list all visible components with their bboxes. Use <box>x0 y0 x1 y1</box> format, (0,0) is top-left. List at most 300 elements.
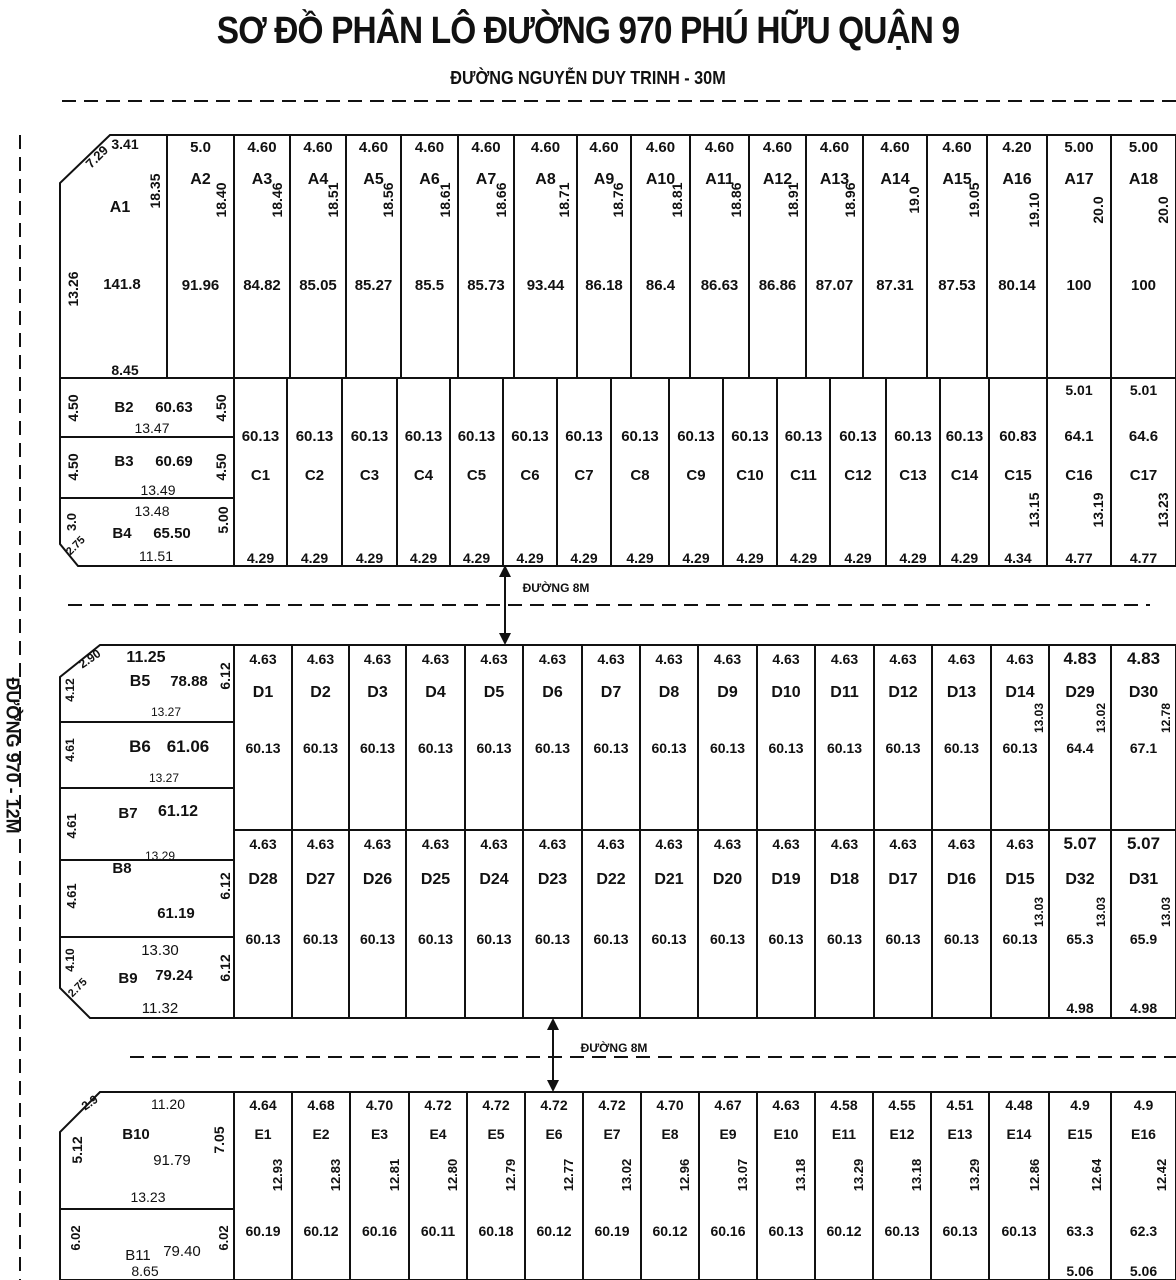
lot-width-label: 4.72 <box>540 1097 568 1113</box>
area-label: 100 <box>1066 277 1092 294</box>
area-label: 85.5 <box>414 277 445 294</box>
dimension-label: 6.12 <box>217 954 233 982</box>
lot-label: D17 <box>888 871 918 888</box>
area-label: 64.6 <box>1128 428 1159 445</box>
lot-label: C17 <box>1129 467 1158 484</box>
lot-depth-label: 12.81 <box>387 1158 402 1192</box>
lot-depth-label: 13.29 <box>967 1158 982 1192</box>
lot-width-label: 4.60 <box>880 139 910 156</box>
lot-label: D5 <box>483 684 505 701</box>
lot-label: D26 <box>362 871 393 888</box>
lot-width-label: 4.63 <box>480 836 508 852</box>
area-label: 60.13 <box>359 931 396 947</box>
area-label: 60.13 <box>245 740 281 756</box>
lot-width-label: 4.83 <box>1063 649 1097 668</box>
lot-width-label: 4.63 <box>713 836 742 852</box>
lot-depth-label: 18.40 <box>213 182 229 218</box>
lot-width-label: 4.29 <box>736 550 764 566</box>
lot-width-label: 4.63 <box>306 836 335 852</box>
lot-width-label: 4.29 <box>355 550 384 566</box>
lot-depth-label: 13.02 <box>1094 702 1108 734</box>
lot-width-label: 4.29 <box>899 550 927 566</box>
lot-width-label: 4.63 <box>655 836 683 852</box>
lot-width-label: 4.77 <box>1065 550 1093 566</box>
lot-depth-label: 20.0 <box>1155 196 1171 224</box>
lot-label: D27 <box>305 871 336 888</box>
area-label: 91.96 <box>181 277 220 294</box>
area-label: 87.31 <box>876 277 914 294</box>
lot-depth-label: 18.46 <box>269 182 285 218</box>
lot-width-label: 4.63 <box>889 651 917 667</box>
area-label: 60.12 <box>536 1223 572 1239</box>
lot-label: A8 <box>535 171 556 188</box>
lot-label: E13 <box>947 1126 973 1142</box>
lot-label: E3 <box>370 1126 389 1142</box>
area-label: 60.13 <box>534 740 571 756</box>
area-label: 61.19 <box>157 905 195 922</box>
lot-label: D11 <box>830 684 859 701</box>
lot-label: D22 <box>596 871 626 888</box>
lot-width-label: 4.60 <box>762 139 793 156</box>
lot-width-label: 5.07 <box>1126 834 1161 853</box>
dimension-label: 11.51 <box>139 548 173 564</box>
lot-width-label: 4.60 <box>645 139 676 156</box>
lot-label: E8 <box>661 1126 679 1142</box>
dimension-label: 6.02 <box>216 1225 231 1251</box>
lot-depth-label: 13.03 <box>1159 896 1173 928</box>
lot-label: D30 <box>1128 684 1159 701</box>
lot-width-label: 4.63 <box>363 651 392 667</box>
lot-label: E9 <box>719 1126 737 1142</box>
dimension-label: 8.45 <box>111 362 139 378</box>
area-label: 61.12 <box>157 803 199 820</box>
dimension-label: 4.50 <box>213 394 229 422</box>
dimension-label: 13.47 <box>134 420 170 436</box>
dimension-label: 13.26 <box>65 271 81 307</box>
lot-width-label: 5.06 <box>1129 1263 1158 1279</box>
lot-label: C8 <box>630 467 650 484</box>
area-label: 60.13 <box>885 931 921 947</box>
area-label: 60.13 <box>885 740 921 756</box>
lot-depth-label: 12.79 <box>503 1158 518 1192</box>
area-label: 60.13 <box>476 740 512 756</box>
dimension-label: 13.27 <box>148 771 180 785</box>
lot-label: A9 <box>593 171 615 188</box>
lot-depth-label: 13.07 <box>735 1158 750 1192</box>
lot-depth-label: 13.03 <box>1032 702 1046 734</box>
area-label: 60.13 <box>359 740 396 756</box>
lot-label: D16 <box>946 871 977 888</box>
lot-width-label: 4.29 <box>570 550 598 566</box>
lot-depth-label: 19.0 <box>906 186 922 214</box>
dimension-label: 18.35 <box>147 173 163 209</box>
lot-label: C10 <box>736 467 764 484</box>
lot-label: C15 <box>1004 467 1032 484</box>
lot-width-label: 4.55 <box>888 1097 916 1113</box>
area-label: 87.07 <box>815 277 854 294</box>
lot-label: A13 <box>819 171 850 188</box>
plan-title: SƠ ĐỒ PHÂN LÔ ĐƯỜNG 970 PHÚ HỮU QUẬN 9 <box>216 10 960 52</box>
lot-label: E12 <box>889 1126 915 1142</box>
area-label: 60.19 <box>245 1223 281 1239</box>
lot-label: D10 <box>771 684 801 701</box>
lot-depth-label: 13.03 <box>1094 896 1108 928</box>
plan-labels <box>63 136 1173 1279</box>
lot-label: C7 <box>574 467 594 484</box>
lot-width-label: 4.63 <box>772 836 800 852</box>
dimension-label: 2.75 <box>66 976 90 1000</box>
lot-label: A1 <box>109 199 131 216</box>
dimension-label: 4.50 <box>65 453 81 481</box>
dimension-label: 4.61 <box>64 813 79 839</box>
area-label: 63.3 <box>1066 1223 1094 1239</box>
lot-label: C6 <box>520 467 540 484</box>
lot-depth-label: 12.86 <box>1027 1158 1042 1192</box>
lot-label: A10 <box>645 171 676 188</box>
dimension-label: 13.48 <box>134 503 170 519</box>
lot-width-label: 4.77 <box>1129 550 1158 566</box>
area-label: 60.13 <box>302 740 339 756</box>
dimension-label: 11.20 <box>151 1096 185 1112</box>
lot-width-label: 5.01 <box>1065 382 1093 398</box>
lot-label: D3 <box>367 684 388 701</box>
lot-width-label: 4.60 <box>414 139 445 156</box>
lot-width-label: 5.06 <box>1066 1263 1094 1279</box>
area-label: 60.13 <box>709 740 746 756</box>
lot-label: B6 <box>129 737 151 756</box>
area-label: 60.13 <box>295 428 334 445</box>
lot-depth-label: 13.18 <box>793 1158 808 1192</box>
lot-width-label: 4.63 <box>1006 836 1034 852</box>
area-label: 60.13 <box>241 428 280 445</box>
area-label: 60.13 <box>404 428 443 445</box>
dimension-label: 6.02 <box>68 1225 83 1251</box>
lot-label: A2 <box>190 171 211 188</box>
lot-width-label: 4.63 <box>947 651 976 667</box>
lot-label: D6 <box>542 684 563 701</box>
lot-depth-label: 20.0 <box>1090 196 1106 224</box>
lot-depth-label: 18.51 <box>325 182 341 218</box>
lot-width-label: 4.63 <box>947 836 976 852</box>
dimension-label: 3.0 <box>64 512 79 532</box>
dimension-label: 7.05 <box>211 1126 227 1154</box>
dimension-label: 6.12 <box>217 872 233 900</box>
lot-label: B8 <box>112 860 132 877</box>
area-label: 60.13 <box>826 740 863 756</box>
lot-label: B5 <box>129 673 151 690</box>
lot-width-label: 5.07 <box>1063 834 1097 853</box>
lot-width-label: 4.63 <box>1006 651 1034 667</box>
lot-label: C1 <box>250 467 271 484</box>
lot-width-label: 4.29 <box>462 550 491 566</box>
lot-depth-label: 12.83 <box>328 1158 343 1192</box>
lot-width-label: 5.00 <box>1128 139 1159 156</box>
lot-depth-label: 19.10 <box>1026 192 1042 228</box>
lot-label: A18 <box>1128 171 1159 188</box>
dimension-label: 2.75 <box>64 534 88 558</box>
lot-width-label: 4.63 <box>421 651 450 667</box>
lot-width-label: 4.60 <box>942 139 972 156</box>
area-label: 60.13 <box>768 740 804 756</box>
area-label: 60.13 <box>302 931 339 947</box>
lot-label: C16 <box>1065 467 1093 484</box>
dimension-label: 7.29 <box>82 142 112 172</box>
inner-road-label: ĐƯỜNG 8M <box>580 1041 648 1055</box>
area-label: 60.13 <box>417 931 454 947</box>
lot-width-label: 4.70 <box>656 1097 684 1113</box>
area-label: 60.13 <box>1002 931 1038 947</box>
lot-label: C11 <box>790 467 817 484</box>
lot-width-label: 4.63 <box>830 651 859 667</box>
lot-width-label: 4.60 <box>589 139 619 156</box>
area-label: 60.13 <box>677 428 715 445</box>
lot-label: C12 <box>844 467 872 484</box>
lot-width-label: 4.60 <box>704 139 735 156</box>
lot-width-label: 4.72 <box>424 1097 452 1113</box>
dimension-label: 4.10 <box>63 948 77 972</box>
lot-width-label: 4.29 <box>682 550 710 566</box>
lot-label: D18 <box>829 871 860 888</box>
lot-label: B9 <box>118 970 138 987</box>
area-label: 60.13 <box>565 428 603 445</box>
lot-depth-label: 12.42 <box>1154 1158 1169 1192</box>
lot-label: D28 <box>248 871 278 888</box>
area-label: 67.1 <box>1129 740 1158 756</box>
area-label: 60.13 <box>621 428 659 445</box>
lot-width-label: 4.63 <box>480 651 508 667</box>
dimension-label: 2.90 <box>76 646 104 672</box>
area-label: 85.27 <box>354 277 393 294</box>
area-label: 60.18 <box>478 1223 514 1239</box>
lot-width-label: 4.64 <box>249 1097 277 1113</box>
lot-depth-label: 13.03 <box>1032 896 1046 928</box>
lot-depth-label: 18.66 <box>493 182 509 218</box>
lot-width-label: 4.60 <box>358 139 389 156</box>
lot-label: D4 <box>425 684 446 701</box>
area-label: 79.40 <box>163 1243 201 1260</box>
dimension-label: 13.30 <box>141 942 179 959</box>
lot-width-label: 4.29 <box>409 550 438 566</box>
lot-label: A15 <box>942 171 972 188</box>
lot-label: E1 <box>254 1126 272 1142</box>
lot-label: A16 <box>1002 171 1032 188</box>
area-label: 80.14 <box>998 277 1036 294</box>
lot-label: E11 <box>831 1126 857 1142</box>
area-label: 79.24 <box>155 967 193 984</box>
dimension-label: 11.25 <box>126 649 166 666</box>
dimension-label: 6.12 <box>217 662 233 690</box>
lot-width-label: 4.48 <box>1005 1097 1033 1113</box>
lot-label: D24 <box>479 871 509 888</box>
dimension-label: 3.41 <box>111 136 139 152</box>
lot-label: D31 <box>1128 871 1159 888</box>
lot-width-label: 4.29 <box>950 550 979 566</box>
lot-width-label: 4.98 <box>1129 1000 1158 1016</box>
lot-label: E10 <box>773 1126 799 1142</box>
lot-depth-label: 18.86 <box>728 182 744 218</box>
lot-width-label: 4.60 <box>819 139 850 156</box>
area-label: 60.13 <box>417 740 454 756</box>
area-label: 64.1 <box>1064 428 1094 445</box>
area-label: 60.11 <box>420 1223 456 1239</box>
area-label: 141.8 <box>103 276 141 293</box>
lot-label: D9 <box>717 684 738 701</box>
lot-label: A11 <box>705 171 734 188</box>
area-label: 100 <box>1130 277 1157 294</box>
lot-width-label: 4.29 <box>789 550 818 566</box>
lot-label: A3 <box>251 171 273 188</box>
lot-label: D15 <box>1005 871 1035 888</box>
lot-label: D23 <box>537 871 568 888</box>
lot-width-label: 4.60 <box>303 139 333 156</box>
lot-label: D29 <box>1065 684 1095 701</box>
lot-label: C3 <box>359 467 380 484</box>
dimension-label: 2.9 <box>78 1092 101 1114</box>
area-label: 78.88 <box>170 673 208 690</box>
lot-width-label: 4.67 <box>714 1097 742 1113</box>
lot-label: E6 <box>545 1126 563 1142</box>
arrow-head <box>499 633 511 645</box>
area-label: 84.82 <box>243 277 281 294</box>
dimension-label: 4.61 <box>64 883 79 909</box>
area-label: 60.13 <box>511 428 549 445</box>
area-label: 65.3 <box>1066 931 1094 947</box>
area-label: 64.4 <box>1066 740 1094 756</box>
lot-depth-label: 18.71 <box>556 182 572 218</box>
area-label: 85.73 <box>467 277 505 294</box>
lot-width-label: 4.63 <box>772 1097 800 1113</box>
lot-width-label: 4.98 <box>1066 1000 1094 1016</box>
lot-depth-label: 18.61 <box>437 182 453 218</box>
lot-label: A4 <box>307 171 329 188</box>
dimension-label: 4.50 <box>213 453 229 481</box>
lot-label: B4 <box>112 525 132 542</box>
block-e-outline <box>60 1092 1176 1280</box>
lot-depth-label: 13.02 <box>619 1158 634 1192</box>
inner-road-label: ĐƯỜNG 8M <box>522 581 590 595</box>
lot-label: D13 <box>946 684 977 701</box>
area-label: 60.63 <box>155 399 193 416</box>
lot-label: E16 <box>1131 1126 1156 1142</box>
lot-label: E15 <box>1067 1126 1093 1142</box>
dimension-label: 13.29 <box>144 849 176 863</box>
lot-depth-label: 18.91 <box>785 182 801 218</box>
area-label: 86.63 <box>700 277 739 294</box>
lot-width-label: 4.63 <box>306 651 335 667</box>
lot-width-label: 4.63 <box>538 836 567 852</box>
area-label: 60.12 <box>652 1223 688 1239</box>
lot-label: B3 <box>114 453 134 470</box>
lot-depth-label: 12.80 <box>445 1158 460 1192</box>
lot-depth-label: 13.15 <box>1026 492 1042 528</box>
area-label: 87.53 <box>938 277 976 294</box>
lot-depth-label: 18.96 <box>842 182 858 218</box>
area-label: 60.13 <box>534 931 571 947</box>
lot-depth-label: 12.93 <box>270 1158 285 1192</box>
lot-width-label: 4.63 <box>538 651 567 667</box>
lot-label: C14 <box>950 467 979 484</box>
area-label: 60.13 <box>943 740 980 756</box>
area-label: 60.13 <box>784 428 823 445</box>
lot-width-label: 4.9 <box>1133 1097 1154 1113</box>
lot-label: D8 <box>658 684 680 701</box>
area-label: 60.13 <box>651 740 687 756</box>
area-label: 60.13 <box>942 1223 978 1239</box>
area-label: 60.16 <box>710 1223 746 1239</box>
area-label: 91.79 <box>153 1152 191 1169</box>
main-road-label: ĐƯỜNG NGUYỄN DUY TRINH - 30M <box>450 68 726 88</box>
lot-depth-label: 12.96 <box>677 1158 692 1192</box>
dimension-label: 13.23 <box>130 1189 166 1205</box>
lot-depth-label: 18.76 <box>610 182 626 218</box>
area-label: 60.13 <box>768 1223 804 1239</box>
lot-label: C2 <box>304 467 325 484</box>
lot-label: B7 <box>118 805 138 822</box>
lot-width-label: 4.63 <box>597 836 625 852</box>
lot-label: A14 <box>880 171 910 188</box>
lot-width-label: 4.29 <box>246 550 275 566</box>
area-label: 62.3 <box>1129 1223 1158 1239</box>
arrow-head <box>547 1018 559 1030</box>
area-label: 60.12 <box>303 1223 339 1239</box>
lot-label: E5 <box>487 1126 505 1142</box>
dimension-label: 5.00 <box>215 506 231 534</box>
lot-width-label: 4.60 <box>530 139 561 156</box>
dimension-label: 4.12 <box>63 678 77 702</box>
lot-width-label: 4.63 <box>830 836 859 852</box>
lot-label: D20 <box>712 871 743 888</box>
lot-depth-label: 12.64 <box>1089 1158 1104 1192</box>
lot-width-label: 5.0 <box>190 139 211 156</box>
area-label: 86.4 <box>645 277 676 294</box>
lot-width-label: 4.29 <box>300 550 329 566</box>
lot-width-label: 4.63 <box>772 651 800 667</box>
lot-depth-label: 12.78 <box>1159 702 1173 734</box>
lot-label: A5 <box>363 171 384 188</box>
area-label: 60.13 <box>476 931 512 947</box>
lot-width-label: 4.60 <box>471 139 501 156</box>
lot-width-label: 4.29 <box>626 550 654 566</box>
lot-width-label: 4.63 <box>655 651 683 667</box>
area-label: 61.06 <box>166 737 210 756</box>
area-label: 60.69 <box>155 453 193 470</box>
lot-width-label: 4.9 <box>1070 1097 1090 1113</box>
dimension-label: 8.65 <box>131 1263 159 1279</box>
lot-width-label: 4.58 <box>830 1097 858 1113</box>
lot-width-label: 4.29 <box>844 550 872 566</box>
area-label: 65.9 <box>1129 931 1158 947</box>
area-label: 60.13 <box>826 931 863 947</box>
lot-label: D7 <box>600 684 622 701</box>
lot-label: C9 <box>686 467 706 484</box>
lot-width-label: 4.63 <box>597 651 625 667</box>
dimension-label: 13.49 <box>140 482 176 498</box>
lot-label: B10 <box>122 1126 150 1143</box>
lot-width-label: 5.01 <box>1129 382 1158 398</box>
area-label: 60.13 <box>457 428 496 445</box>
lot-label: D14 <box>1005 684 1035 701</box>
lot-depth-label: 19.05 <box>966 182 982 218</box>
area-label: 60.19 <box>594 1223 630 1239</box>
arrow-head <box>547 1080 559 1092</box>
lot-label: B2 <box>114 399 134 416</box>
lot-width-label: 4.63 <box>249 651 277 667</box>
area-label: 60.13 <box>709 931 746 947</box>
lot-width-label: 4.51 <box>946 1097 974 1113</box>
lot-label: C4 <box>413 467 434 484</box>
lot-width-label: 4.29 <box>516 550 544 566</box>
lot-width-label: 4.60 <box>247 139 277 156</box>
